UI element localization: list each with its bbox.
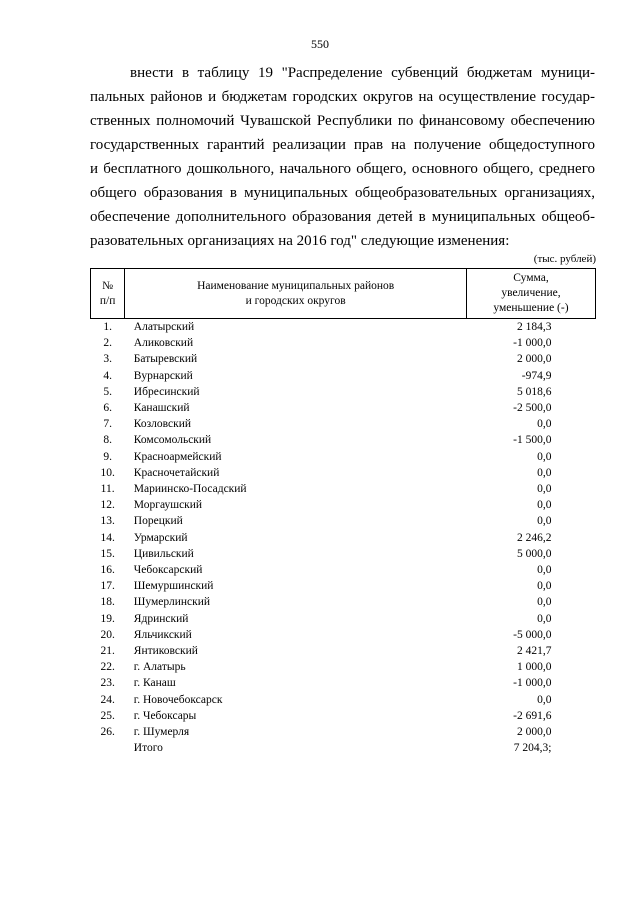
row-sum: -5 000,0 [513, 628, 552, 641]
row-sum: -974,9 [521, 369, 552, 382]
row-number: 6. [103, 402, 112, 415]
row-sum: -1 000,0 [513, 337, 552, 350]
table-row [91, 546, 596, 562]
row-name: г. Новочебоксарск [133, 693, 223, 706]
table-row [91, 530, 596, 546]
row-number: 16. [100, 564, 115, 577]
row-sum: 0,0 [537, 483, 552, 496]
table-row [91, 497, 596, 513]
row-name: Урмарский [133, 531, 188, 544]
row-number: 10. [100, 466, 115, 479]
row-number: 15. [100, 547, 115, 560]
row-name: Цивильский [133, 547, 194, 560]
unit-note: (тыс. рублей) [533, 253, 596, 265]
table-row [91, 368, 596, 384]
row-sum: -1 000,0 [513, 677, 552, 690]
row-sum: 0,0 [537, 596, 552, 609]
table-row [91, 416, 596, 432]
row-sum: 5 000,0 [517, 547, 552, 560]
table-row [91, 594, 596, 610]
intro-line: общего образования в муниципальных общеобразовательных организациях, [90, 185, 595, 201]
header-number [91, 269, 125, 319]
header-sum [466, 269, 595, 319]
table-row [91, 627, 596, 643]
table-row [91, 465, 596, 481]
row-name: Чебоксарский [133, 564, 203, 577]
row-sum: 0,0 [537, 564, 552, 577]
row-sum: 0,0 [537, 693, 552, 706]
header-number-line1: № [102, 279, 114, 292]
row-sum: 0,0 [537, 418, 552, 431]
row-name: Порецкий [133, 515, 183, 528]
row-name: Батыревский [133, 353, 198, 366]
table-row [91, 449, 596, 465]
table-row [91, 708, 596, 724]
row-number: 13. [100, 515, 115, 528]
row-sum: 0,0 [537, 499, 552, 512]
row-number: 14. [100, 531, 115, 544]
row-number [91, 740, 125, 756]
row-name: Аликовский [133, 337, 194, 350]
row-name: Козловский [133, 418, 192, 431]
row-name: Комсомольский [133, 434, 212, 447]
table-row [91, 351, 596, 367]
row-name: Ядринский [133, 612, 189, 625]
table-body [91, 319, 596, 757]
table-row [91, 659, 596, 675]
table-row [91, 562, 596, 578]
row-number: 26. [100, 726, 115, 739]
table-row [91, 578, 596, 594]
intro-line: государственных гарантий реализации прав на получение общедоступного [90, 137, 595, 153]
row-name: Яльчикский [133, 628, 192, 641]
intro-line: и бесплатного дошкольного, начального общего, основного общего, среднего [90, 161, 595, 177]
table-header [91, 269, 596, 319]
row-sum: 0,0 [537, 612, 552, 625]
row-name: г. Чебоксары [133, 709, 197, 722]
row-number: 25. [100, 709, 115, 722]
row-number: 17. [100, 580, 115, 593]
row-name: Шемуршинский [133, 580, 214, 593]
row-number: 7. [103, 418, 112, 431]
subvention-table [90, 268, 596, 756]
intro-line: ственных полномочий Чувашской Республики по финансовому обеспечению [90, 113, 595, 129]
table-row [91, 675, 596, 691]
table-row [91, 692, 596, 708]
row-name: Шумерлинский [133, 596, 211, 609]
row-number: 11. [100, 483, 115, 496]
row-number: 19. [100, 612, 115, 625]
row-sum: -2 691,6 [513, 709, 552, 722]
table-row [91, 513, 596, 529]
header-sum-line1: Сумма, [513, 272, 549, 284]
row-number: 12. [100, 499, 115, 512]
row-number: 23. [100, 677, 115, 690]
header-name-line2: и городских округов [245, 294, 346, 307]
row-sum: 7 204,3; [513, 742, 552, 755]
row-sum: -1 500,0 [513, 434, 552, 447]
intro-line: разовательных организациях на 2016 год" следующие изменения: [90, 233, 510, 249]
table-row [91, 724, 596, 740]
row-sum: -2 500,0 [513, 402, 552, 415]
table-row [91, 432, 596, 448]
table-row [91, 384, 596, 400]
row-number: 9. [103, 450, 112, 463]
row-sum: 1 000,0 [517, 661, 552, 674]
row-number: 4. [103, 369, 112, 382]
row-sum: 2 184,3 [517, 321, 552, 333]
row-sum: 0,0 [537, 580, 552, 593]
row-sum: 2 246,2 [517, 531, 552, 544]
header-name [125, 269, 467, 319]
row-sum: 2 421,7 [517, 645, 552, 658]
row-sum: 0,0 [537, 515, 552, 528]
row-name: Янтиковский [133, 645, 198, 658]
intro-line: обеспечение дополнительного образования детей в муниципальных общеоб- [90, 209, 595, 225]
row-name: Мариинско-Посадский [133, 483, 247, 496]
row-sum: 2 000,0 [517, 726, 552, 739]
row-number: 1. [103, 321, 112, 333]
row-name: Итого [133, 742, 163, 755]
table-row [91, 611, 596, 627]
row-name: Ибресинский [133, 385, 200, 398]
intro-paragraph [90, 61, 595, 253]
table-row [91, 643, 596, 659]
row-number: 24. [100, 693, 115, 706]
row-name: г. Канаш [133, 677, 176, 690]
row-name: Канашский [133, 402, 190, 415]
row-sum: 2 000,0 [517, 353, 552, 366]
row-number: 5. [103, 385, 112, 398]
header-row [91, 269, 596, 319]
header-number-line2: п/п [99, 294, 116, 307]
total-row [91, 740, 596, 756]
header-sum-line2: увеличение, [501, 287, 561, 299]
row-name: г. Шумерля [133, 726, 190, 739]
header-name-line1: Наименование муниципальных районов [197, 279, 395, 292]
row-number: 21. [100, 645, 115, 658]
table-row [91, 400, 596, 416]
row-number: 22. [100, 661, 115, 674]
row-number: 3. [103, 353, 112, 366]
page-number: 550 [311, 37, 329, 51]
row-name: Моргаушский [133, 499, 203, 512]
row-sum: 0,0 [537, 466, 552, 479]
row-name: Красноармейский [133, 450, 222, 463]
row-name: г. Алатырь [133, 661, 186, 674]
row-name: Вурнарский [133, 369, 193, 382]
row-number: 8. [103, 434, 112, 447]
row-name: Красночетайский [133, 466, 220, 479]
intro-line: пальных районов и бюджетам городских округов на осуществление государ- [90, 89, 595, 105]
row-name: Алатырский [133, 321, 195, 333]
header-sum-line3: уменьшение (-) [493, 302, 569, 314]
row-number: 2. [103, 337, 112, 350]
row-sum: 5 018,6 [517, 385, 552, 398]
row-number: 20. [100, 628, 115, 641]
row-number: 18. [100, 596, 115, 609]
row-sum: 0,0 [537, 450, 552, 463]
table-row [91, 481, 596, 497]
table-row [91, 319, 596, 336]
table-row [91, 335, 596, 351]
intro-line: внести в таблицу 19 "Распределение субвенций бюджетам муници- [130, 65, 595, 81]
